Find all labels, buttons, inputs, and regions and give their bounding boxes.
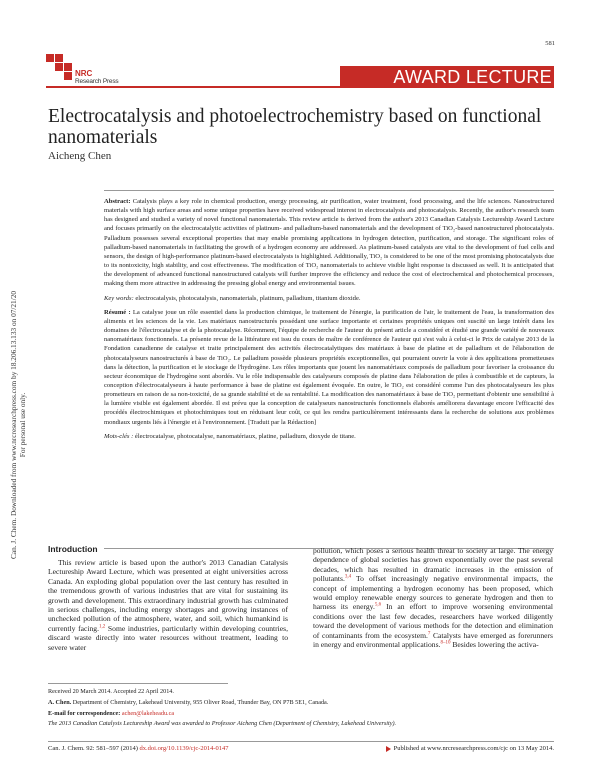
- affiliation-label: A. Chen.: [48, 699, 72, 706]
- abstract-text: Catalysis plays a key role in chemical production, energy processing, air purification, water treatment, food processing, and the life sciences. Nanostructured materials with high surface areas and some unique properties have received widespread interest in electrocatalysis and photocatalysis. Recently, the author's research team has designed and studied a variety of novel functional nanomaterials. This review article is derived from the author's 2013 Canadian Catalysis Lectureship Award Lecture and focuses primarily on the electrocatalytic activities of platinum- and palladium-based nanomaterials and the development of TiO₂-based nanostructured photocatalysts. Palladium possesses several exceptional properties that may enable promising applications in hydrogen detection, purification, and storage. The significant roles of palladium-based nanomaterials in facilitating the growth of a hydrogen economy are addressed. As platinum-based catalysts are vital to the development of fuel cells and sensors, the design of high-performance platinum-based electrocatalysts is highlighted. Additionally, TiO₂ is considered to be one of the most promising photocatalysts due to its nontoxicity, high stability, and cost effectiveness. The modification of TiO₂ nanomaterials to achieve visible light response is discussed as well. It is anticipated that the development of advanced functional nanostructured catalysts will further improve the efficiency and reduce the cost of electrochemical and photochemical processes, making them more attractive in addressing the pressing global energy and environmental issues.: [104, 198, 554, 288]
- reference-link[interactable]: 3,4: [344, 574, 352, 580]
- publisher-subtitle: Research Press: [75, 78, 119, 85]
- footnote-award-note: The 2013 Canadian Catalysis Lectureship Award was awarded to Professor Aicheng Chen (Department of Chemistry, Lakehead University).: [48, 720, 397, 727]
- published-text[interactable]: Published at www.nrcresearchpress.com/cjc on 13 May 2014.: [393, 745, 554, 752]
- publisher-name: [75, 70, 118, 86]
- abstract-block: [104, 197, 554, 441]
- side-note-line2: For personal use only.: [18, 392, 27, 458]
- side-download-note: [2, 200, 34, 650]
- article-title: Electrocatalysis and photoelectrochemistry based on functional nanomaterials: [48, 106, 542, 148]
- intro-col1-text: This review article is based upon the author's 2013 Canadian Catalysis Lectureship Award Lecture, which was presented at eight universities across Canada. An exploding global population over the last century has resulted in the tremendous growth of various industries that are vital for sustaining its growth and development. This extraordinary industrial growth has culminated in serious challenges, including energy shortages and growing instances of unchecked pollution of the atmosphere, water, and soil, which humankind is currently facing.: [48, 558, 288, 633]
- doi-link[interactable]: dx.doi.org/10.1139/cjc-2014-0147: [139, 745, 229, 752]
- footer-rule: [48, 741, 554, 742]
- reference-link[interactable]: 7: [427, 631, 431, 637]
- footer-published: [386, 745, 554, 752]
- motscles-label: Mots-clés :: [104, 432, 134, 440]
- side-note-line1: Can. J. Chem. Downloaded from www.nrcresearchpress.com by 18.206.13.133 on 07/21/20: [9, 290, 18, 560]
- intro-paragraph: [48, 558, 288, 652]
- footer-citation: [48, 745, 229, 752]
- email-label: E-mail for correspondence:: [48, 710, 121, 717]
- footnote-rule: [48, 683, 228, 684]
- intro-col1-tail: Some industries, particularly within developing countries, discard waste directly into water resources without treatment, leading to severe water: [48, 623, 288, 652]
- footnote-received: Received 20 March 2014. Accepted 22 April 2014.: [48, 688, 174, 695]
- motscles-paragraph: [104, 432, 554, 441]
- intro-col2-text-d: Catalysts have emerged as forerunners in energy and environmental applications.: [313, 630, 553, 650]
- section-label: AWARD LECTURE: [393, 67, 552, 87]
- abstract-top-rule: [104, 190, 554, 191]
- abstract-label: Abstract:: [104, 198, 131, 205]
- abstract-paragraph: [104, 197, 554, 289]
- nrc-logo-icon: [46, 54, 72, 80]
- resume-label: Résumé :: [104, 308, 131, 316]
- intro-col2-text-c: In an effort to improve worsening environmental conditions over the last few decades, researchers have worked diligently toward the development of various methods for the detection and elimination of contaminants from the ecosystem.: [313, 602, 553, 640]
- intro-col2-text-a: pollution, which poses a serious health threat to society at large. The energy dependence of global societies has grown exponentially over the past several decades, which has resulted in dramatic increases in the emission of pollutants.: [313, 546, 553, 584]
- motscles-text: électrocatalyse, photocatalyse, nanomatériaux, platine, palladium, dioxyde de titane.: [133, 432, 356, 440]
- side-note-text: [9, 291, 27, 559]
- play-triangle-icon: [386, 746, 391, 752]
- footnote-email: [48, 710, 554, 718]
- keywords-paragraph: [104, 294, 554, 303]
- citation-text: Can. J. Chem. 92: 581–597 (2014): [48, 745, 138, 752]
- intro-paragraph-cont: [313, 546, 553, 649]
- reference-link[interactable]: 5,6: [374, 602, 382, 608]
- section-heading-introduction: Introduction: [48, 544, 98, 554]
- intro-column-right: [313, 546, 553, 649]
- reference-link[interactable]: 1,2: [98, 624, 106, 630]
- reference-link[interactable]: 8–10: [440, 640, 451, 646]
- intro-column-left: [48, 558, 288, 652]
- page-number: 581: [545, 40, 555, 47]
- intro-col2-text-e: Besides lowering the activa-: [450, 640, 539, 650]
- author-name: Aicheng Chen: [48, 150, 112, 162]
- footnote-affiliation: [48, 699, 554, 707]
- keywords-text: electrocatalysis, photocatalysis, nanomaterials, platinum, palladium, titanium dioxide.: [133, 294, 361, 302]
- keywords-label: Key words:: [104, 294, 134, 302]
- intro-col2-text-b: To offset increasingly negative environmental impacts, the concept of implementing a hydrogen economy has been proposed, which would employ renewable energy sources to generate hydrogen and then to harness its energy.: [313, 574, 553, 612]
- publisher-name-text: NRC: [75, 69, 93, 78]
- affiliation-text: Department of Chemistry, Lakehead University, 955 Oliver Road, Thunder Bay, ON P7B 5E1, Canada.: [71, 699, 329, 706]
- email-link[interactable]: achen@lakeheadu.ca: [121, 710, 175, 717]
- resume-paragraph: [104, 308, 554, 427]
- resume-text: La catalyse joue un rôle essentiel dans la production chimique, le traitement de l'énergie, la purification de l'air, le traitement de l'eau, la transformation des aliments et les sciences de la vie. Les matériaux nanostructurés possédant une surface importante et certaines propriétés uniques ont suscité un large intérêt dans les domaines de l'électrocatalyse et de la photocatalyse. Récemment, l'équipe de recherche de l'auteur du présent article a considéré et étudié une grande variété de nouveaux nanomatériaux fonctionnels. La présente revue de la littérature est issu du cours de maître de conférence de l'auteur qui s'est valu à celui-ci le Prix de catalyse 2013 de la Fondation canadienne de catalyse et traite principalement des activités électrocatalytiques des matériaux à base de platine et de palladium et de l'élaboration de photocatalyseurs nanostructurés à base de TiO₂. Le palladium possède plusieurs propriétés exceptionnelles, qui pourraient ouvrir la voie à des applications prometteuses dans la détection, la purification et le stockage de l'hydrogène. Les rôles importants que jouent les nanomatériaux composés de palladium pour favoriser la croissance du secteur économique de l'hydrogène sont abordés. Vu le rôle indispensable des catalyseurs composés de platine dans l'élaboration de piles à combustible et de capteurs, la conception d'électrocatalyseurs à haute performance à base de platine est également évoquée. En outre, le TiO₂ est considéré comme l'un des photocatalyseurs les plus prometteurs en raison de sa non-toxicité, de sa grande stabilité et de sa rentabilité. La modification des nanomatériaux à base de TiO₂ permettant d'obtenir une sensibilité à la lumière visible est également abordée. Il est prévu que la conception de catalyseurs nanostructurés fonctionnels élaborés améliorera davantage encore l'efficacité des procédés électrochimiques et photochimiques tout en réduisant leur coût, ce qui les rendra particulièrement intéressants dans la recherche de solutions aux problèmes mondiaux urgents liés à l'énergie et à l'environnement. [Traduit par la Rédaction]: [104, 308, 555, 426]
